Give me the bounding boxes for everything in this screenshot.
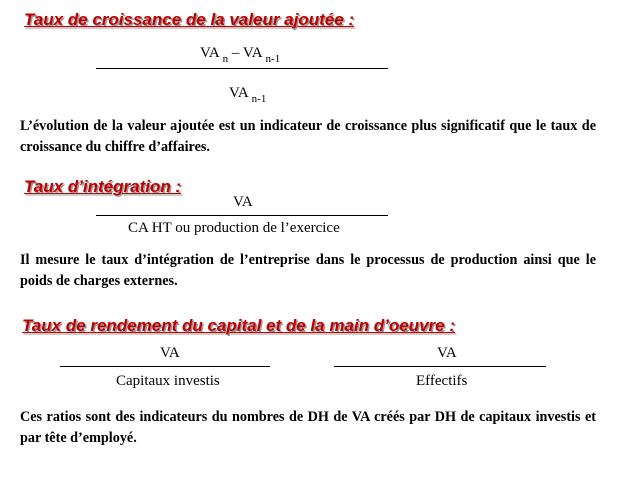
growth-denominator: [229, 85, 267, 105]
growth-num-va: VA: [200, 45, 219, 61]
integration-fraction-line: [96, 215, 388, 216]
growth-paragraph: L’évolution de la valeur ajoutée est un indicateur de croissance plus significatif que le taux de croissance du chiffre d’affaires.: [20, 118, 596, 155]
growth-fraction-line: [96, 68, 388, 69]
yield-heading: Taux de rendement du capital et de la main d’oeuvre :: [22, 316, 455, 335]
growth-num-sub-n: n: [222, 53, 229, 65]
growth-num-sub-n1: n-1: [265, 53, 281, 65]
integration-heading: Taux d’intégration :: [24, 177, 182, 196]
growth-den-va: VA: [229, 85, 248, 101]
yield-fraction1-line: [60, 366, 270, 367]
growth-numerator: [200, 45, 281, 65]
growth-heading: Taux de croissance de la valeur ajoutée :: [24, 10, 355, 29]
yield-fraction2-denominator: Effectifs: [416, 373, 468, 389]
yield-fraction1-numerator: VA: [160, 345, 180, 361]
yield-paragraph: Ces ratios sont des indicateurs du nombres de DH de VA créés par DH de capitaux investis et par tête d’employé.: [20, 409, 596, 446]
growth-den-sub: n-1: [251, 93, 267, 105]
integration-denominator: CA HT ou production de l’exercice: [128, 220, 340, 236]
integration-paragraph: Il mesure le taux d’intégration de l’entreprise dans le processus de production ainsi que le poids de charges externes.: [20, 252, 596, 289]
yield-fraction1-denominator: Capitaux investis: [116, 373, 220, 389]
integration-numerator: VA: [233, 194, 253, 210]
yield-fraction2-numerator: VA: [437, 345, 457, 361]
yield-fraction2-line: [334, 366, 546, 367]
growth-num-op: – VA: [231, 45, 262, 61]
